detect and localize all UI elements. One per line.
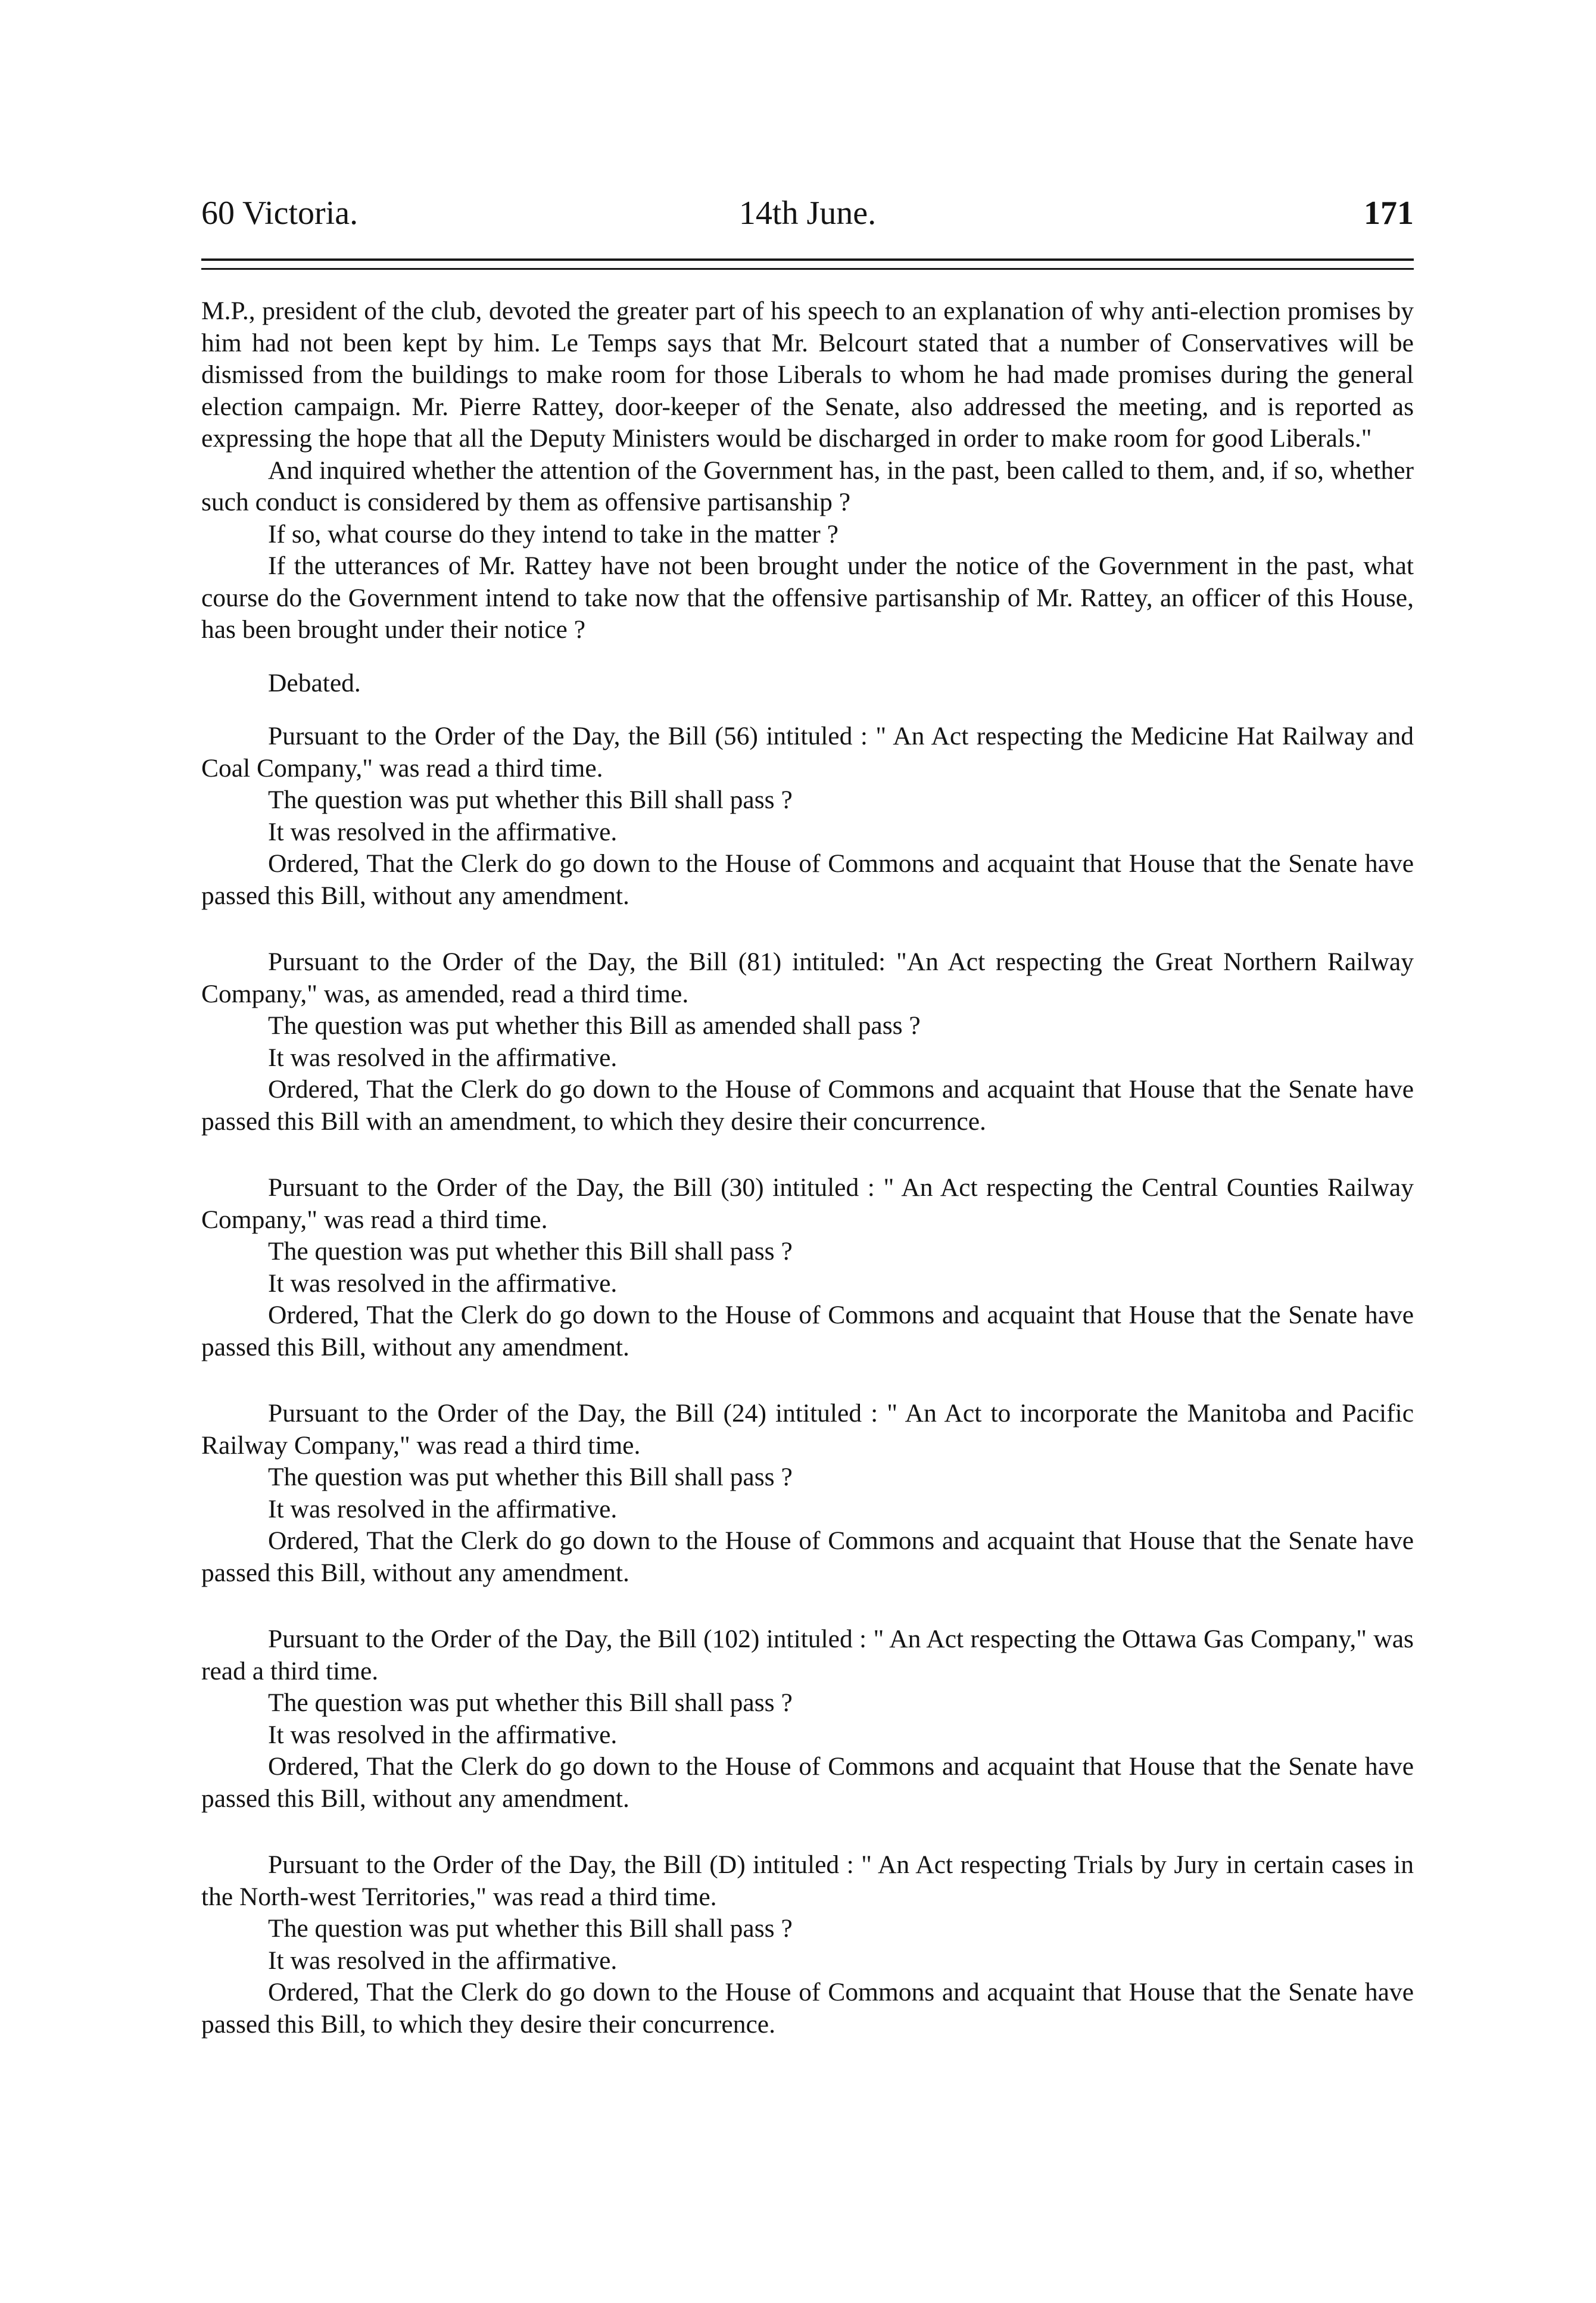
bill-reading: Pursuant to the Order of the Day, the Bill (30) intituled : " An Act respecting the Central Counties Railway Company," was read a third time.	[201, 1173, 1414, 1234]
bill-entry	[201, 946, 1414, 1138]
bill-resolved: It was resolved in the affirmative.	[268, 1946, 618, 1975]
inquiry-paragraph: And inquired whether the attention of the Government has, in the past, been called to them, and, if so, whether such conduct is considered by them as offensive partisanship ?	[201, 456, 1414, 516]
bill-reading: Pursuant to the Order of the Day, the Bill (81) intituled: "An Act respecting the Great Northern Railway Company," was, as amended, read a third time.	[201, 948, 1414, 1008]
debated-note: Debated.	[268, 668, 361, 697]
bill-entry	[201, 721, 1414, 912]
header-session: 60 Victoria.	[201, 195, 359, 232]
bill-resolved: It was resolved in the affirmative.	[268, 817, 618, 846]
bill-ordered: Ordered, That the Clerk do go down to the House of Commons and acquaint that House that the Senate have passed this Bill with an amendment, to which they desire their concurrence.	[201, 1075, 1414, 1136]
header-rule-bottom	[201, 268, 1414, 270]
bill-resolved: It was resolved in the affirmative.	[268, 1494, 618, 1523]
bill-question: The question was put whether this Bill as amended shall pass ?	[268, 1011, 921, 1040]
header-date: 14th June.	[738, 195, 877, 232]
bill-reading: Pursuant to the Order of the Day, the Bill (24) intituled : " An Act to incorporate the Manitoba and Pacific Railway Company," was read a third time.	[201, 1399, 1414, 1460]
inquiry-paragraph: If so, what course do they intend to take in the matter ?	[268, 519, 838, 549]
bill-ordered: Ordered, That the Clerk do go down to the House of Commons and acquaint that House that the Senate have passed this Bill, without any amendment.	[201, 1752, 1414, 1813]
running-head	[201, 189, 1414, 237]
bill-entry	[201, 1849, 1414, 2040]
bill-question: The question was put whether this Bill shall pass ?	[268, 1237, 793, 1266]
bill-resolved: It was resolved in the affirmative.	[268, 1043, 618, 1072]
bill-entry	[201, 1398, 1414, 1589]
bill-ordered: Ordered, That the Clerk do go down to the House of Commons and acquaint that House that the Senate have passed this Bill, without any amendment.	[201, 849, 1414, 910]
bill-question: The question was put whether this Bill shall pass ?	[268, 786, 793, 814]
bill-entry	[201, 1172, 1414, 1363]
bill-reading: Pursuant to the Order of the Day, the Bill (102) intituled : " An Act respecting the Ottawa Gas Company," was read a third time.	[201, 1625, 1414, 1685]
bill-reading: Pursuant to the Order of the Day, the Bill (56) intituled : " An Act respecting the Medicine Hat Railway and Coal Company," was read a third time.	[201, 722, 1414, 783]
bill-question: The question was put whether this Bill shall pass ?	[268, 1688, 793, 1717]
page-number: 171	[1364, 195, 1414, 232]
bill-question: The question was put whether this Bill shall pass ?	[268, 1914, 793, 1943]
intro-paragraph: M.P., president of the club, devoted the greater part of his speech to an explanation of why anti-election promises by him had not been kept by him. Le Temps says that Mr. Belcourt stated that a number of Conservatives will be dismissed from the buildings to make room for those Liberals to whom he had made promises during the general election campaign. Mr. Pierre Rattey, door-keeper of the Senate, also addressed the meeting, and is reported as expressing the hope that all the Deputy Ministers would be discharged in order to make room for good Liberals."	[201, 297, 1414, 453]
bill-ordered: Ordered, That the Clerk do go down to the House of Commons and acquaint that House that the Senate have passed this Bill, to which they desire their concurrence.	[201, 1978, 1414, 2039]
bill-resolved: It was resolved in the affirmative.	[268, 1269, 618, 1298]
bill-resolved: It was resolved in the affirmative.	[268, 1720, 618, 1749]
header-rule-top	[201, 258, 1414, 261]
bill-question: The question was put whether this Bill shall pass ?	[268, 1463, 793, 1491]
bill-entry	[201, 1623, 1414, 1815]
page-body	[201, 295, 1414, 2040]
bill-ordered: Ordered, That the Clerk do go down to the House of Commons and acquaint that House that the Senate have passed this Bill, without any amendment.	[201, 1301, 1414, 1361]
bill-ordered: Ordered, That the Clerk do go down to the House of Commons and acquaint that House that the Senate have passed this Bill, without any amendment.	[201, 1526, 1414, 1587]
bill-reading: Pursuant to the Order of the Day, the Bill (D) intituled : " An Act respecting Trials by Jury in certain cases in the North-west Territories," was read a third time.	[201, 1850, 1414, 1911]
inquiry-paragraph: If the utterances of Mr. Rattey have not been brought under the notice of the Government in the past, what course do the Government intend to take now that the offensive partisanship of Mr. Rattey, an officer of this House, has been brought under their notice ?	[201, 551, 1414, 644]
